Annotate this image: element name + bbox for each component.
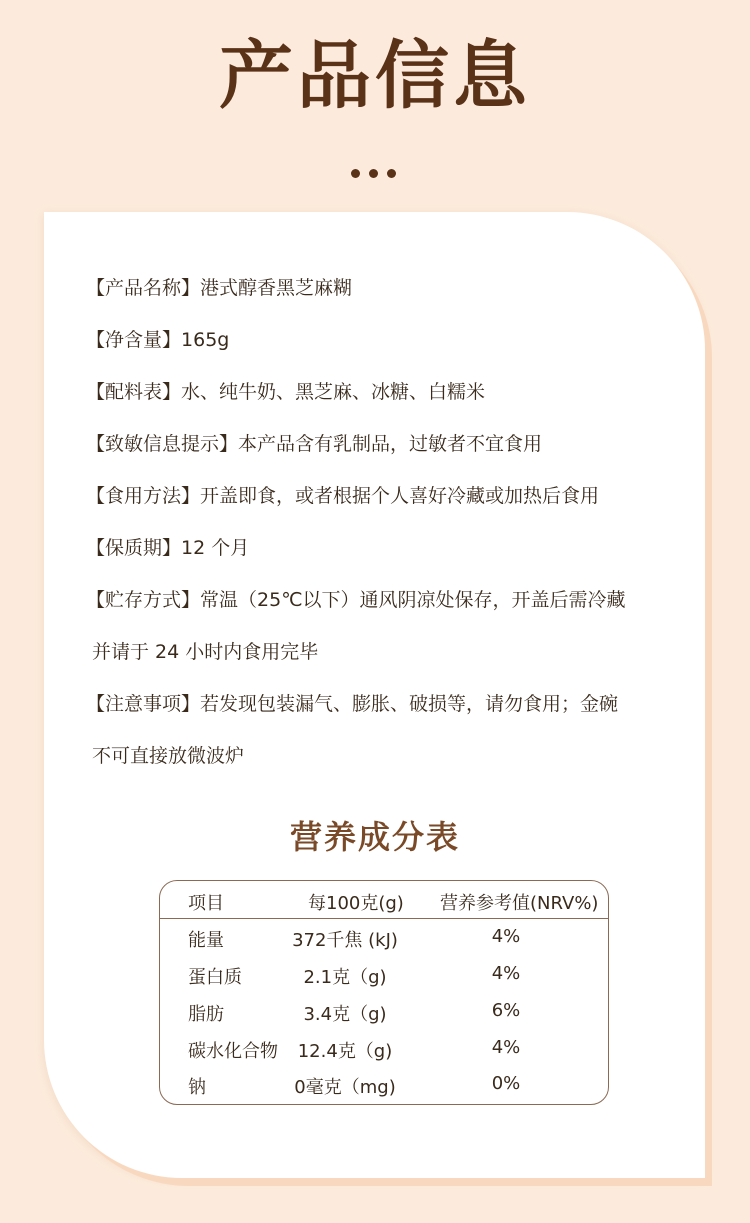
title-dots-divider (351, 169, 396, 178)
nutrient-nrv: 6% (491, 1000, 521, 1021)
info-value: 本产品含有乳制品，过敏者不宜食用 (238, 433, 543, 455)
product-info-list (86, 262, 666, 782)
info-label: 【产品名称】 (86, 277, 201, 299)
info-label: 【食用方法】 (86, 485, 201, 507)
info-row-shelf-life (86, 522, 666, 574)
info-value: 港式醇香黑芝麻糊 (200, 277, 353, 299)
info-row-storage-continued (86, 626, 666, 678)
dot (351, 169, 360, 178)
dot (369, 169, 378, 178)
info-value: 165g (181, 329, 230, 351)
info-label: 【净含量】 (86, 329, 182, 351)
info-row-notice-continued (86, 730, 666, 782)
info-row-notice (86, 678, 666, 730)
info-label: 【注意事项】 (86, 693, 201, 715)
page-title: 产品信息 (219, 33, 531, 119)
nutrient-amount: 12.4克（g) (297, 1041, 393, 1062)
nutrient-nrv: 0% (491, 1073, 521, 1094)
info-label: 【致敏信息提示】 (86, 433, 239, 455)
nutrient-name: 钠 (188, 1077, 206, 1098)
nutrient-name: 蛋白质 (188, 967, 242, 988)
info-row-ingredients (86, 366, 666, 418)
info-value: 若发现包装漏气、膨胀、破损等，请勿食用；金碗 (200, 693, 619, 715)
nutrition-table-header (160, 881, 608, 919)
nutrient-name: 脂肪 (188, 1004, 224, 1025)
nutrient-nrv: 4% (491, 926, 521, 947)
info-value: 常温（25℃以下）通风阴凉处保存，开盖后需冷藏 (200, 589, 626, 611)
info-value: 开盖即食，或者根据个人喜好冷藏或加热后食用 (200, 485, 600, 507)
info-row-net-content (86, 314, 666, 366)
nutrition-table (159, 880, 609, 1105)
dot (387, 169, 396, 178)
nutrient-nrv: 4% (491, 1037, 521, 1058)
info-label: 【保质期】 (86, 537, 182, 559)
info-value: 并请于 24 小时内食用完毕 (92, 641, 319, 663)
info-value: 水、纯牛奶、黑芝麻、冰糖、白糯米 (181, 381, 486, 403)
header-item: 项目 (188, 893, 224, 914)
header-nrv: 营养参考值(NRV%) (440, 893, 599, 914)
info-row-storage (86, 574, 666, 626)
nutrient-amount: 3.4克（g) (303, 1004, 387, 1025)
header-per-100g: 每100克(g) (308, 893, 404, 914)
info-value: 12 个月 (181, 537, 250, 559)
nutrition-table-title: 营养成分表 (289, 818, 460, 856)
nutrient-name: 能量 (188, 930, 224, 951)
nutrient-nrv: 4% (491, 963, 521, 984)
info-row-product-name (86, 262, 666, 314)
nutrient-name: 碳水化合物 (188, 1041, 278, 1062)
info-label: 【配料表】 (86, 381, 182, 403)
info-value: 不可直接放微波炉 (92, 745, 245, 767)
info-label: 【贮存方式】 (86, 589, 201, 611)
nutrient-amount: 0毫克（mg) (294, 1077, 396, 1098)
info-row-allergen (86, 418, 666, 470)
nutrient-amount: 372千焦 (kJ) (292, 930, 398, 951)
info-row-usage (86, 470, 666, 522)
nutrient-amount: 2.1克（g) (303, 967, 387, 988)
